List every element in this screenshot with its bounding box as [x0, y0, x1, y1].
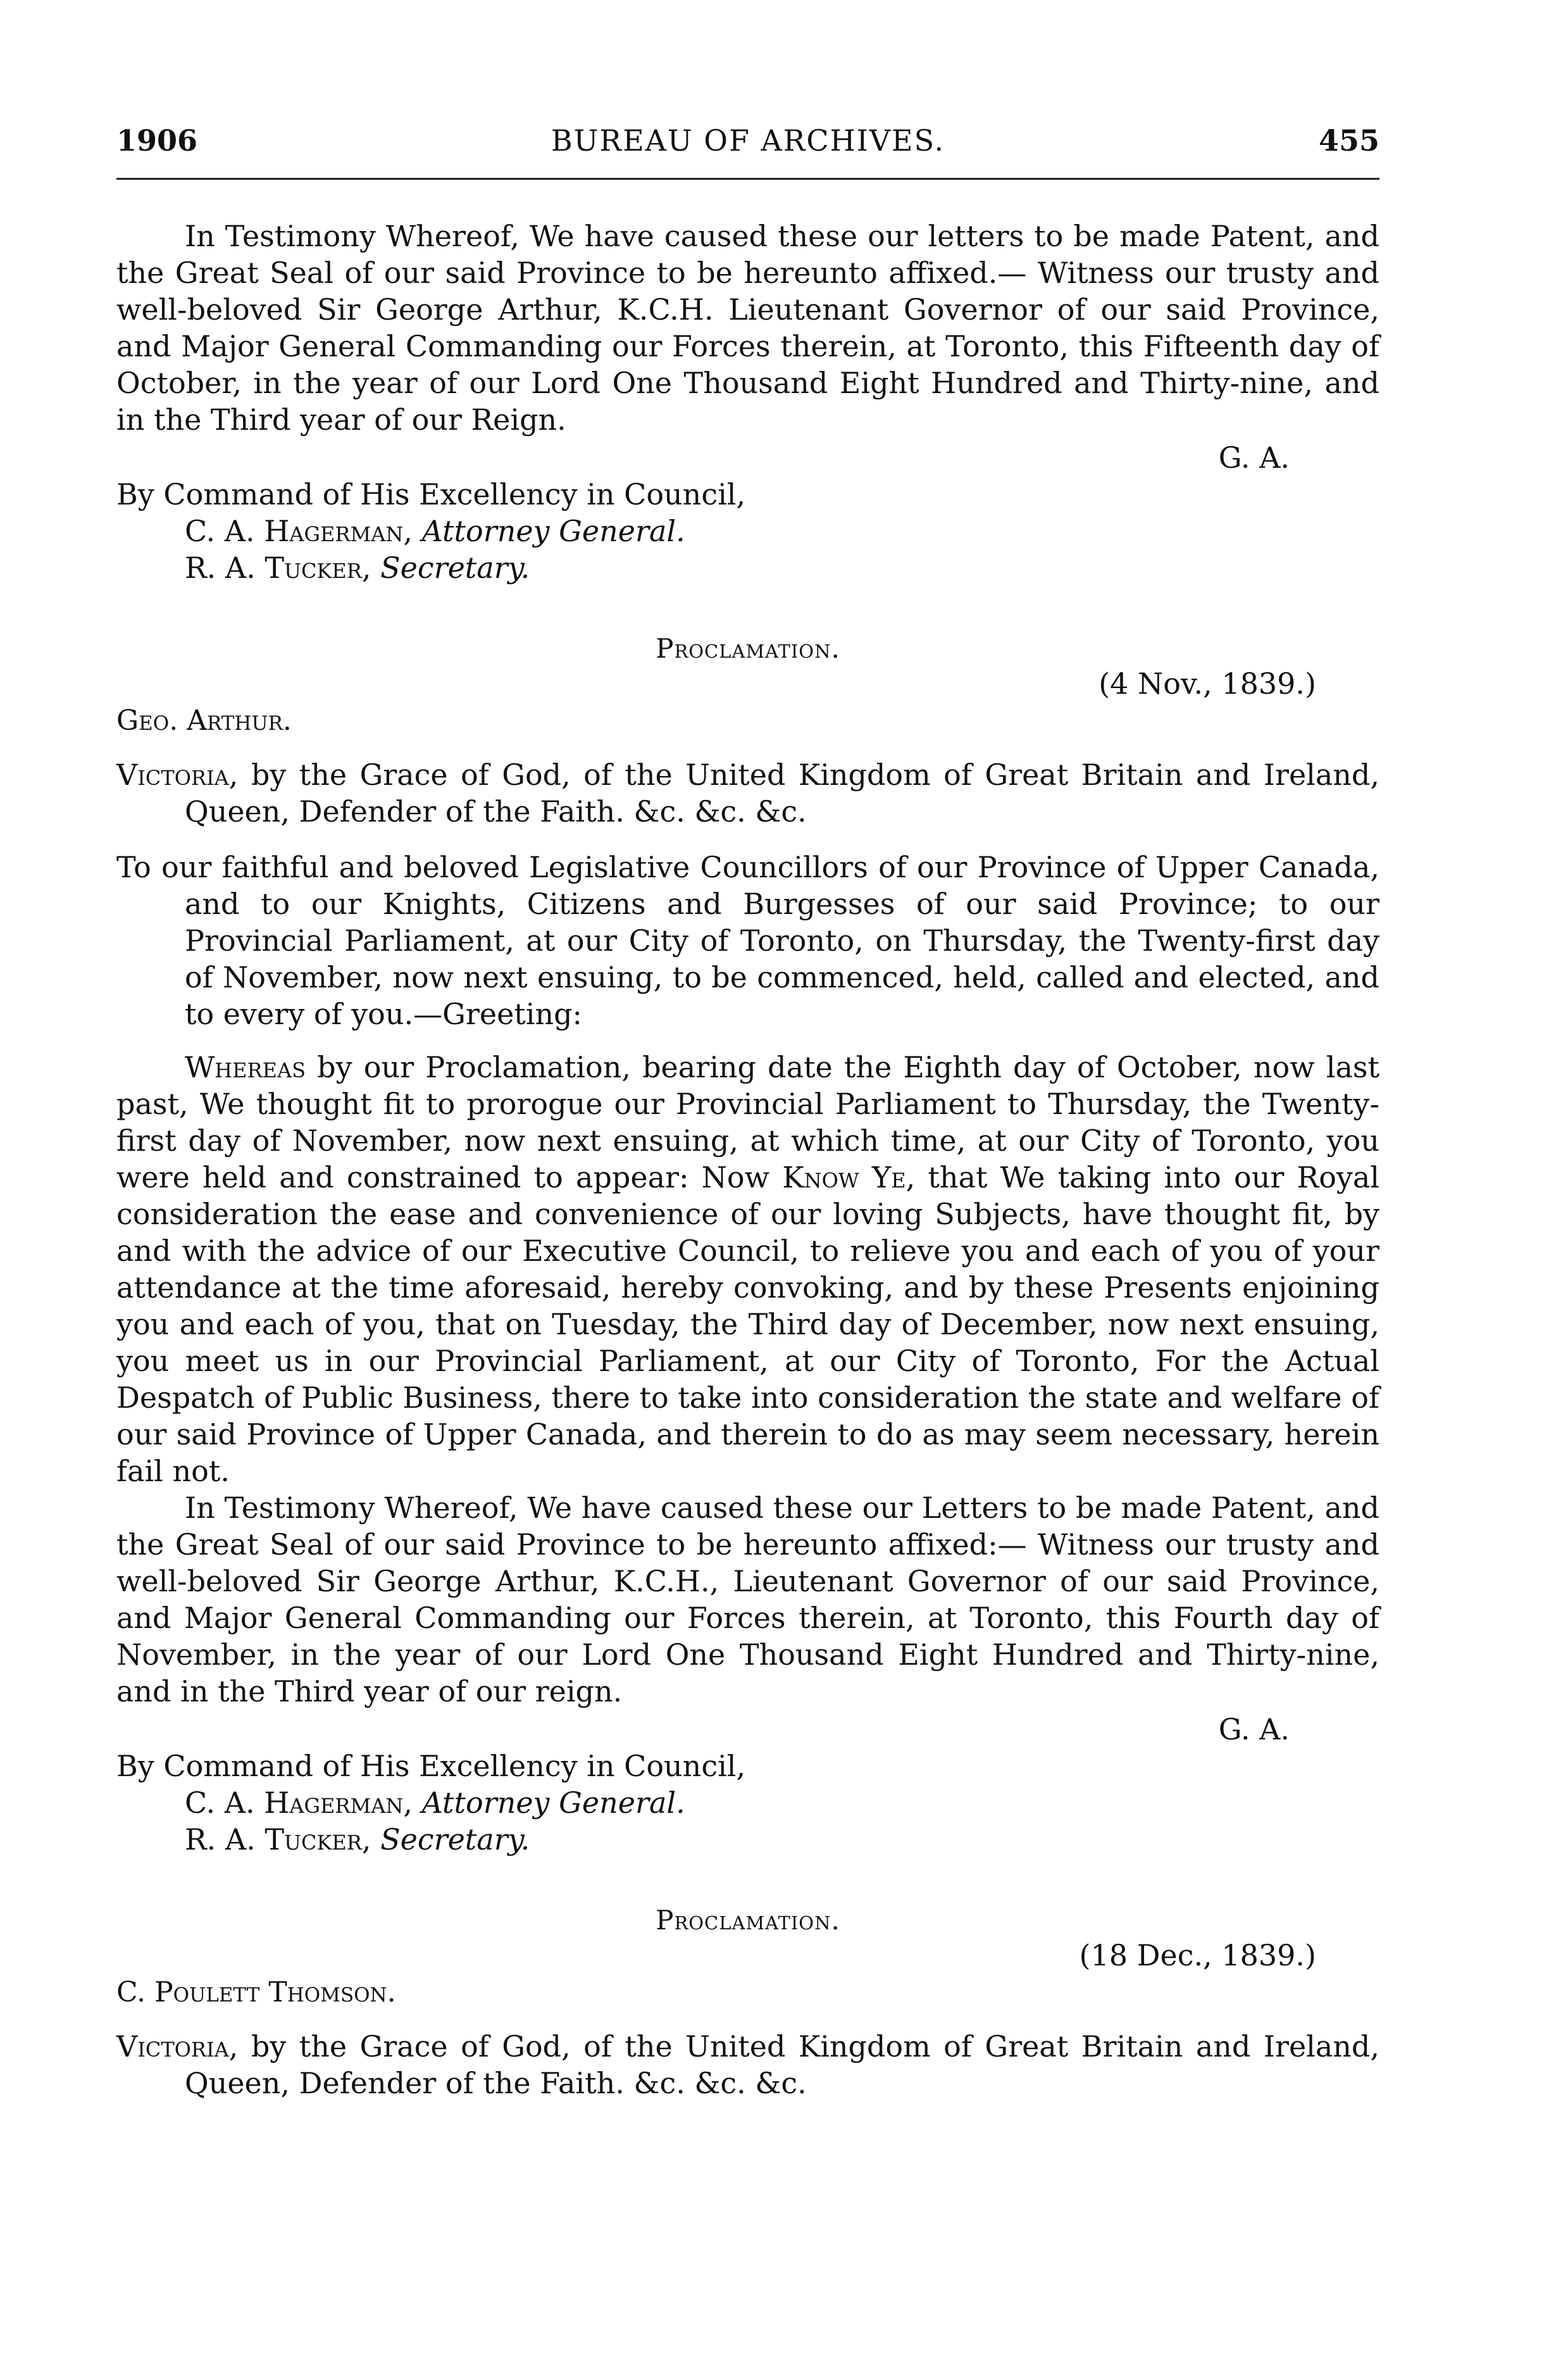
whereas-text-1: by our Proclamation, bearing date the Eighth day of October, now last past, We thought fit to prorogue our Provincial Parliament to Thursday, the Twenty-first day of November, now next ensuing, at which time, at our City of Toronto, you were held and constrained to appear: Now	[116, 1050, 1379, 1194]
by-command-line: By Command of His Excellency in Council,	[116, 1749, 746, 1783]
victoria-title-paragraph	[116, 756, 1379, 830]
proclamation-date: (18 Dec., 1839.)	[1079, 1938, 1316, 1972]
governor-name: C. Poulett Thomson.	[116, 1976, 396, 2008]
proclamation-heading: Proclamation.	[656, 633, 840, 664]
signatory-title: Attorney General.	[421, 514, 685, 548]
signatory-title: Secretary.	[380, 1822, 530, 1857]
signatory-secretary	[116, 549, 1379, 586]
proclamation-date-row	[116, 664, 1379, 737]
signatory-name: C. A. Hagerman,	[185, 514, 413, 548]
whereas-word: Whereas	[185, 1050, 306, 1084]
proclamation-heading: Proclamation.	[656, 1905, 840, 1936]
victoria-title-paragraph	[116, 2028, 1379, 2101]
victoria-title-text: by the Grace of God, of the United Kingdom of Great Britain and Ireland, Queen, Defender of the Faith. &c. &c. &c.	[185, 758, 1379, 829]
proclamation-date: (4 Nov., 1839.)	[1099, 667, 1316, 701]
signatory-attorney-general	[116, 513, 1379, 549]
whereas-paragraph	[116, 1049, 1379, 1489]
by-command-line: By Command of His Excellency in Council,	[116, 477, 746, 511]
signatory-secretary	[116, 1821, 1379, 1858]
signatory-name: R. A. Tucker,	[185, 1822, 371, 1857]
signatory-name: R. A. Tucker,	[185, 551, 371, 585]
whereas-text-2: , that We taking into our Royal consideration the ease and convenience of our loving Subjects, have thought fit, by and with the advice of our Executive Council, to relieve you and each of you of your attendance at the time aforesaid, hereby convoking, and by these Presents enjoining you and each of you, that on Tuesday, the Third day of December, now next ensuing, you meet us in our Provincial Parliament, at our City of Toronto, For the Actual Despatch of Public Business, there to take into consideration the state and welfare of our said Province of Upper Canada, and therein to do as may seem necessary, herein fail not.	[116, 1160, 1380, 1488]
header-rule	[116, 178, 1379, 180]
signatory-attorney-general	[116, 1784, 1379, 1821]
victoria-name: Victoria,	[116, 2029, 239, 2064]
page-number: 455	[1318, 123, 1379, 158]
testimony-paragraph: In Testimony Whereof, We have caused these our Letters to be made Patent, and the Great Seal of our said Province to be hereunto affixed:— Witness our trusty and well-beloved Sir George Arthur, K.C.H., Lieutenant Governor of our said Province, and Major General Commanding our Forces therein, at Toronto, this Fourth day of November, in the year of our Lord One Thousand Eight Hundred and Thirty-nine, and in the Third year of our reign.	[116, 1491, 1379, 1708]
victoria-title-text: by the Grace of God, of the United Kingdom of Great Britain and Ireland, Queen, Defender of the Faith. &c. &c. &c.	[185, 2029, 1379, 2100]
running-header	[116, 111, 1379, 158]
document-page	[116, 111, 1379, 2101]
header-title: BUREAU OF ARCHIVES.	[551, 123, 945, 158]
governor-name: Geo. Arthur.	[116, 705, 292, 737]
signature-initials: G. A.	[1218, 441, 1290, 475]
signatory-title: Attorney General.	[421, 1786, 685, 1820]
testimony-paragraph: In Testimony Whereof, We have caused these our letters to be made Patent, and the Great Seal of our said Province to be hereunto affixed.— Witness our trusty and well-beloved Sir George Arthur, K.C.H. Lieutenant Governor of our said Province, and Major General Commanding our Forces therein, at Toronto, this Fifteenth day of October, in the year of our Lord One Thousand Eight Hundred and Thirty-nine, and in the Third year of our Reign.	[116, 219, 1379, 437]
signature-initials: G. A.	[1218, 1712, 1290, 1746]
header-year: 1906	[116, 123, 198, 158]
proclamation-date-row	[116, 1936, 1379, 2009]
address-paragraph: To our faithful and beloved Legislative Councillors of our Province of Upper Canada, and to our Knights, Citizens and Burgesses of our said Province; to our Provincial Parliament, at our City of Toronto, on Thursday, the Twenty-first day of November, now next ensuing, to be commenced, held, called and elected, and to every of you.—Greeting:	[116, 850, 1379, 1031]
signatory-name: C. A. Hagerman,	[185, 1786, 413, 1820]
victoria-name: Victoria,	[116, 758, 239, 792]
know-ye: Know Ye	[782, 1160, 906, 1194]
signatory-title: Secretary.	[380, 551, 530, 585]
